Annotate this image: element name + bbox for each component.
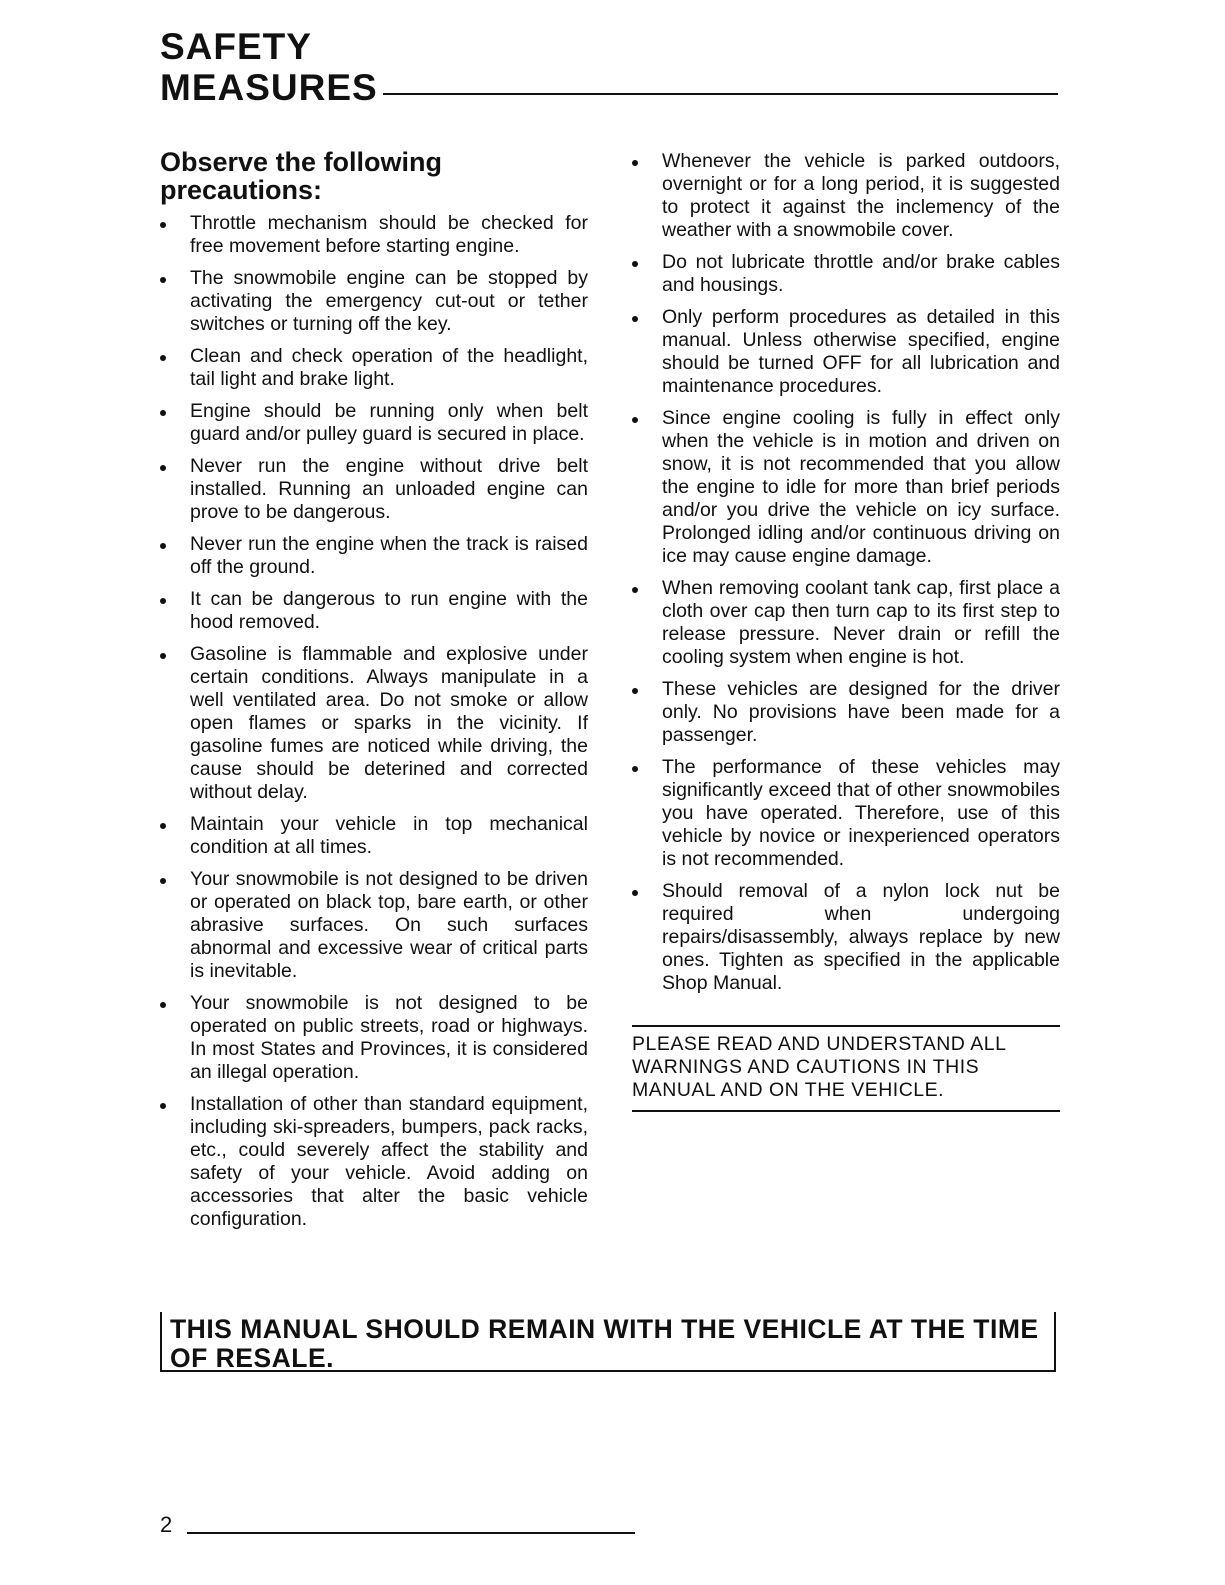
list-item-text: The snowmobile engine can be stopped by activating the emergency cut-out or tether switches or turning off the key.	[190, 267, 588, 335]
list-item-text: Your snowmobile is not designed to be driven or operated on black top, bare earth, or other abrasive surfaces. On such surfaces abnormal and excessive wear of critical parts is inevitable.	[190, 868, 588, 982]
list-item-text: Never run the engine without drive belt installed. Running an unloaded engine can prove to be dangerous.	[190, 455, 588, 523]
list-item-text: The performance of these vehicles may significantly exceed that of other snowmobiles you have operated. Therefore, use of this vehicle by novice or inexperienced operators is not recommended.	[662, 756, 1060, 870]
list-item-text: Never run the engine when the track is raised off the ground.	[190, 533, 588, 578]
list-item	[160, 345, 588, 391]
list-item	[160, 1093, 588, 1231]
list-item-text: Only perform procedures as detailed in this manual. Unless otherwise specified, engine should be turned OFF for all lubrication and maintenance procedures.	[662, 306, 1060, 397]
page-title-line-2: MEASURES	[160, 67, 378, 108]
list-item	[160, 643, 588, 804]
bullet-icon	[632, 766, 638, 772]
warnings-notice: PLEASE READ AND UNDERSTAND ALL WARNINGS AND CAUTIONS IN THIS MANUAL AND ON THE VEHICLE.	[632, 1025, 1060, 1112]
list-item	[632, 306, 1060, 398]
resale-notice-box: THIS MANUAL SHOULD REMAIN WITH THE VEHICLE AT THE TIME OF RESALE.	[160, 1312, 1056, 1372]
list-item	[632, 251, 1060, 297]
list-item	[160, 455, 588, 524]
bullet-icon	[632, 316, 638, 322]
list-item-text: It can be dangerous to run engine with the hood removed.	[190, 588, 588, 633]
list-item-text: These vehicles are designed for the driver only. No provisions have been made for a passenger.	[662, 678, 1060, 746]
list-item	[632, 756, 1060, 871]
list-item-text: Gasoline is flammable and explosive under certain conditions. Always manipulate in a well ventilated area. Do not smoke or allow open flames or sparks in the vicinity. If gasoline fumes are noticed while driving, the cause should be deterined and corrected without delay.	[190, 643, 588, 803]
list-item-text: Clean and check operation of the headlight, tail light and brake light.	[190, 345, 588, 390]
bullet-icon	[160, 277, 166, 283]
title-rule	[383, 93, 1058, 95]
page-title-line-1: SAFETY	[160, 26, 312, 67]
list-item	[160, 400, 588, 446]
bullet-icon	[632, 160, 638, 166]
footer-rule	[187, 1532, 635, 1534]
section-heading: Observe the following precautions:	[160, 147, 443, 205]
list-item	[632, 150, 1060, 242]
list-item-text: Your snowmobile is not designed to be operated on public streets, road or highways. In most States and Provinces, it is considered an illegal operation.	[190, 992, 588, 1083]
list-item	[632, 407, 1060, 568]
bullet-icon	[160, 1002, 166, 1008]
list-item-text: Installation of other than standard equipment, including ski-spreaders, bumpers, pack racks, etc., could severely affect the stability and safety of your vehicle. Avoid adding on accessories that alter the basic vehicle configuration.	[190, 1093, 588, 1230]
bullet-icon	[160, 222, 166, 228]
page-number: 2	[160, 1512, 173, 1537]
list-item-text: Whenever the vehicle is parked outdoors, overnight or for a long period, it is suggested to protect it against the inclemency of the weather with a snowmobile cover.	[662, 150, 1060, 241]
bullet-icon	[160, 355, 166, 361]
bullet-icon	[160, 598, 166, 604]
bullet-icon	[632, 890, 638, 896]
bullet-icon	[632, 417, 638, 423]
bullet-icon	[160, 543, 166, 549]
list-item-text: Engine should be running only when belt guard and/or pulley guard is secured in place.	[190, 400, 588, 445]
list-item-text: Should removal of a nylon lock nut be required when undergoing repairs/disassembly, always replace by new ones. Tighten as specified in the applicable Shop Manual.	[662, 880, 1060, 994]
list-item	[160, 992, 588, 1084]
list-item-text: When removing coolant tank cap, first place a cloth over cap then turn cap to its first step to release pressure. Never drain or refill the cooling system when engine is hot.	[662, 577, 1060, 668]
bullet-icon	[160, 465, 166, 471]
list-item	[632, 577, 1060, 669]
bullet-icon	[632, 688, 638, 694]
list-item	[160, 533, 588, 579]
list-item	[160, 868, 588, 983]
left-column	[160, 148, 588, 1240]
bullet-icon	[632, 587, 638, 593]
list-item-text: Throttle mechanism should be checked for free movement before starting engine.	[190, 212, 588, 257]
list-item	[160, 588, 588, 634]
list-item-text: Since engine cooling is fully in effect only when the vehicle is in motion and driven on snow, it is not recommended that you allow the engine to idle for more than brief periods and/or you drive the vehicle on icy surface. Prolonged idling and/or continuous driving on ice may cause engine damage.	[662, 407, 1060, 567]
list-item-text: Maintain your vehicle in top mechanical condition at all times.	[190, 813, 588, 858]
list-item	[632, 678, 1060, 747]
list-item	[632, 880, 1060, 995]
left-precautions-list	[160, 212, 588, 1231]
bullet-icon	[160, 653, 166, 659]
list-item	[160, 813, 588, 859]
right-column	[632, 150, 1060, 1112]
list-item	[160, 267, 588, 336]
bullet-icon	[632, 261, 638, 267]
list-item	[160, 212, 588, 258]
list-item-text: Do not lubricate throttle and/or brake cables and housings.	[662, 251, 1060, 296]
bullet-icon	[160, 878, 166, 884]
right-precautions-list	[632, 150, 1060, 995]
bullet-icon	[160, 410, 166, 416]
bullet-icon	[160, 1103, 166, 1109]
bullet-icon	[160, 823, 166, 829]
